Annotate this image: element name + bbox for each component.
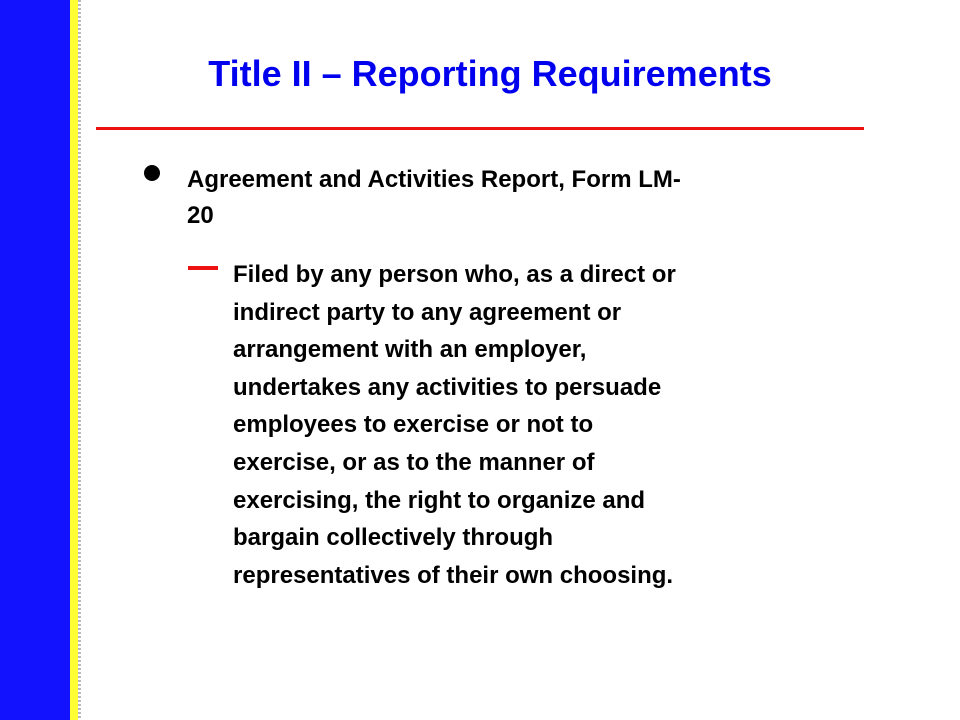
bullet-dot-icon <box>144 165 160 181</box>
sub-bullet-line: undertakes any activities to persuade <box>233 373 662 401</box>
bullet-text-line-1: Agreement and Activities Report, Form LM- <box>187 166 681 193</box>
sub-bullet-line: employees to exercise or not to <box>233 411 594 439</box>
sub-bullet-line: exercising, the right to organize and <box>233 486 646 514</box>
sub-bullet-line: Filed by any person who, as a direct or <box>233 261 676 288</box>
sub-bullet-line: indirect party to any agreement or <box>233 298 622 326</box>
sub-bullet-line: representatives of their own choosing. <box>233 561 674 589</box>
sub-bullet-text <box>233 256 873 594</box>
bullet-text-line-2: 20 <box>187 202 214 229</box>
side-bar-blue <box>0 0 70 720</box>
side-stripe-yellow <box>70 0 78 720</box>
bullet-text <box>187 162 877 234</box>
sub-bullet-dash-icon <box>188 266 218 270</box>
sub-bullet-line: bargain collectively through <box>233 524 554 552</box>
title-underline-rule <box>96 127 864 130</box>
side-dotted-edge <box>78 0 81 720</box>
sub-bullet-line: arrangement with an employer, <box>233 336 587 364</box>
slide-title: Title II – Reporting Requirements <box>208 53 772 94</box>
sub-bullet-line: exercise, or as to the manner of <box>233 448 595 476</box>
